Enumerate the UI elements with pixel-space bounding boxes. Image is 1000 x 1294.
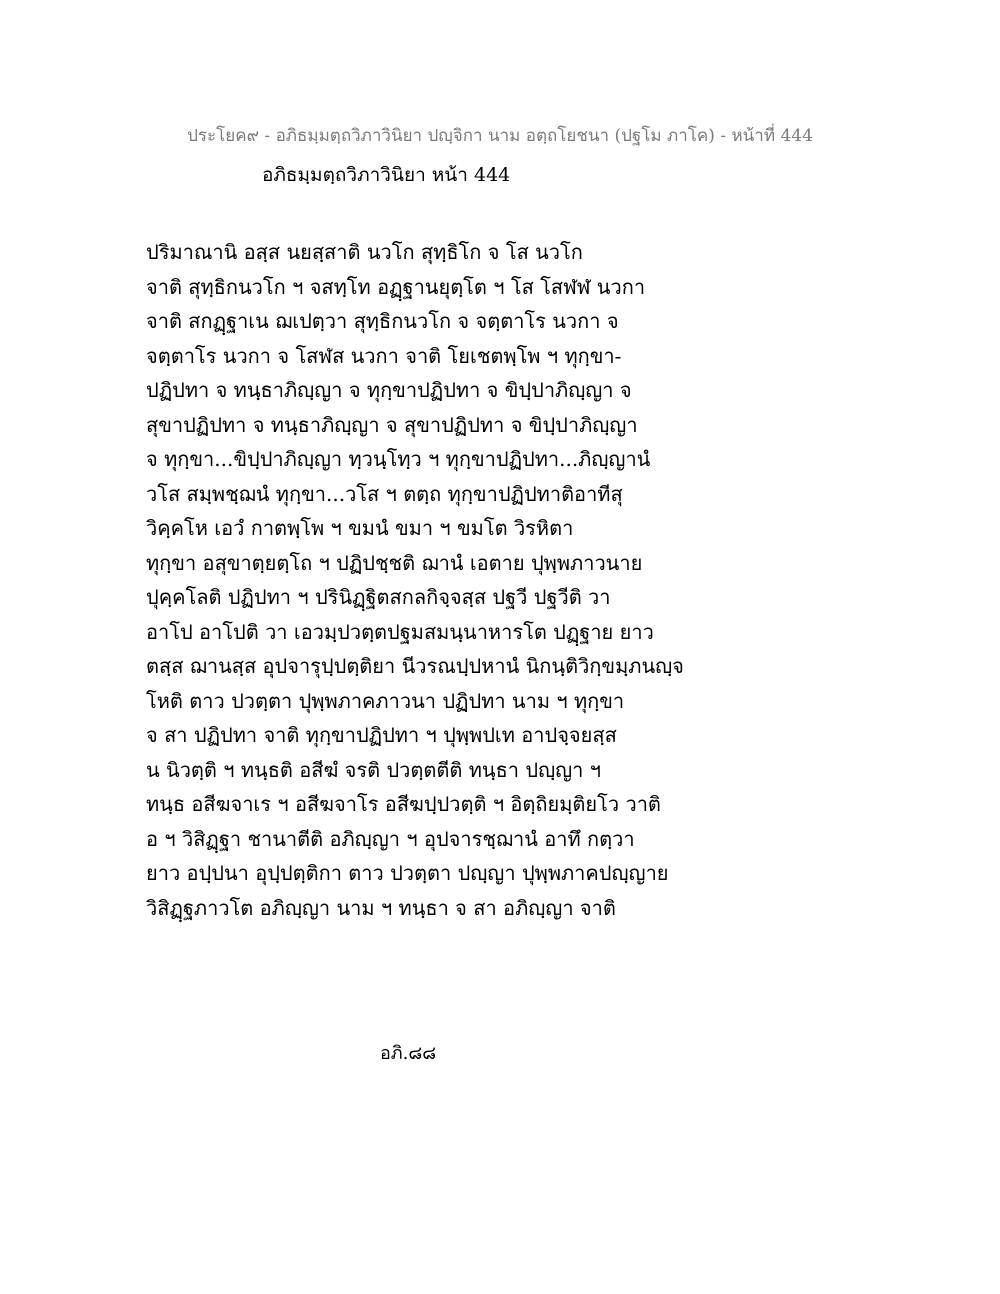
text-line: โหติ ตาว ปวตฺตา ปุพฺพภาคภาวนา ปฏิปทา นาม ฯ ทุกฺขา — [146, 688, 625, 713]
book-title: อภิธมฺมตฺถวิภาวินิยา หน้า 444 — [262, 164, 511, 186]
text-line: อาโป อาโปติ วา เอวมฺปวตฺตปฐมสมนฺนาหารโต ปฏฺฐาย ยาว — [146, 619, 654, 644]
text-line: จ ทุกฺขา...ขิปฺปาภิญฺญา ทฺวนฺโทฺว ฯ ทุกฺขาปฏิปทา...ภิญฺญานํ — [146, 447, 651, 471]
text-line: วิคฺคโห เอวํ กาตพฺโพ ฯ ขมนํ ขมา ฯ ขมโต วิรหิตา — [146, 516, 574, 540]
body-text — [146, 235, 684, 925]
text-line: ปฏิปทา จ ทนฺธาภิญฺญา จ ทุกฺขาปฏิปทา จ ขิปฺปาภิญฺญา จ — [146, 378, 632, 402]
text-line: จาติ สุทฺธิกนวโก ฯ จสทฺโท อฏฺฐานยุตฺโต ฯ โส โสฬฬ นวกา — [146, 274, 646, 299]
text-line: จ สา ปฏิปทา จาติ ทุกฺขาปฏิปทา ฯ ปุพฺพปเท อาปจฺจยสฺส — [146, 723, 617, 747]
text-line: น นิวตฺติ ฯ ทนฺธติ อสีฆํ จรติ ปวตฺตตีติ ทนฺธา ปญฺญา ฯ — [146, 757, 601, 782]
text-line: ปริมาณานิ อสฺส นยสฺสาติ นวโก สุทฺธิโก จ โส นวโก — [146, 240, 583, 264]
text-line: จาติ สกฏฺฐาเน ฌเปตฺวา สุทฺธิกนวโก จ จตฺตาโร นวกา จ — [146, 309, 619, 333]
text-line: ทุกฺขา อสุขาตฺยตฺโถ ฯ ปฏิปชฺชติ ฌานํ เอตาย ปุพฺพภาวนาย — [146, 550, 643, 575]
text-line: สุขาปฏิปทา จ ทนฺธาภิญฺญา จ สุขาปฏิปทา จ ขิปฺปาภิญฺญา — [146, 412, 638, 437]
text-line: ทนฺธ อสีฆจาเร ฯ อสีฆจาโร อสีฆปฺปวตฺติ ฯ อิตฺถิยมฺติยโว วาติ — [146, 792, 661, 816]
text-line: อ ฯ วิสิฏฺฐา ชานาตีติ อภิญฺญา ฯ อุปจารชฺฌานํ อาทึ กตฺวา — [146, 826, 635, 851]
text-line: ยาว อปฺปนา อุปฺปตฺติกา ตาว ปวตฺตา ปญฺญา ปุพฺพภาคปญฺญาย — [146, 861, 669, 885]
text-line: วโส สมฺพชฺฌนํ ทุกฺขา...วโส ฯ ตตฺถ ทุกฺขาปฏิปทาติอาทีสุ — [146, 481, 623, 506]
page-footer: อภิ.๘๘ — [380, 1043, 437, 1064]
running-header: ประโยค๙ - อภิธมฺมตฺถวิภาวินิยา ปญฺจิกา นาม อตฺถโยชนา (ปฐโม ภาโค) - หน้าที่ 444 — [187, 126, 813, 146]
text-line: จตฺตาโร นวกา จ โสฬส นวกา จาติ โยเชตพฺโพ ฯ ทุกฺขา- — [146, 343, 622, 368]
text-line: วิสิฏฺฐภาวโต อภิญฺญา นาม ฯ ทนฺธา จ สา อภิญฺญา จาติ — [146, 895, 616, 920]
text-line: ปุคฺคโลติ ปฏิปทา ฯ ปรินิฏฺฐิตสกลกิจฺจสฺส ปฐวี ปฐวีติ วา — [146, 585, 611, 609]
text-line: ตสฺส ฌานสฺส อุปจารุปฺปตฺติยา นีวรณปฺปหานํ นิกนฺติวิกฺขมฺภนญฺจ — [146, 654, 684, 678]
